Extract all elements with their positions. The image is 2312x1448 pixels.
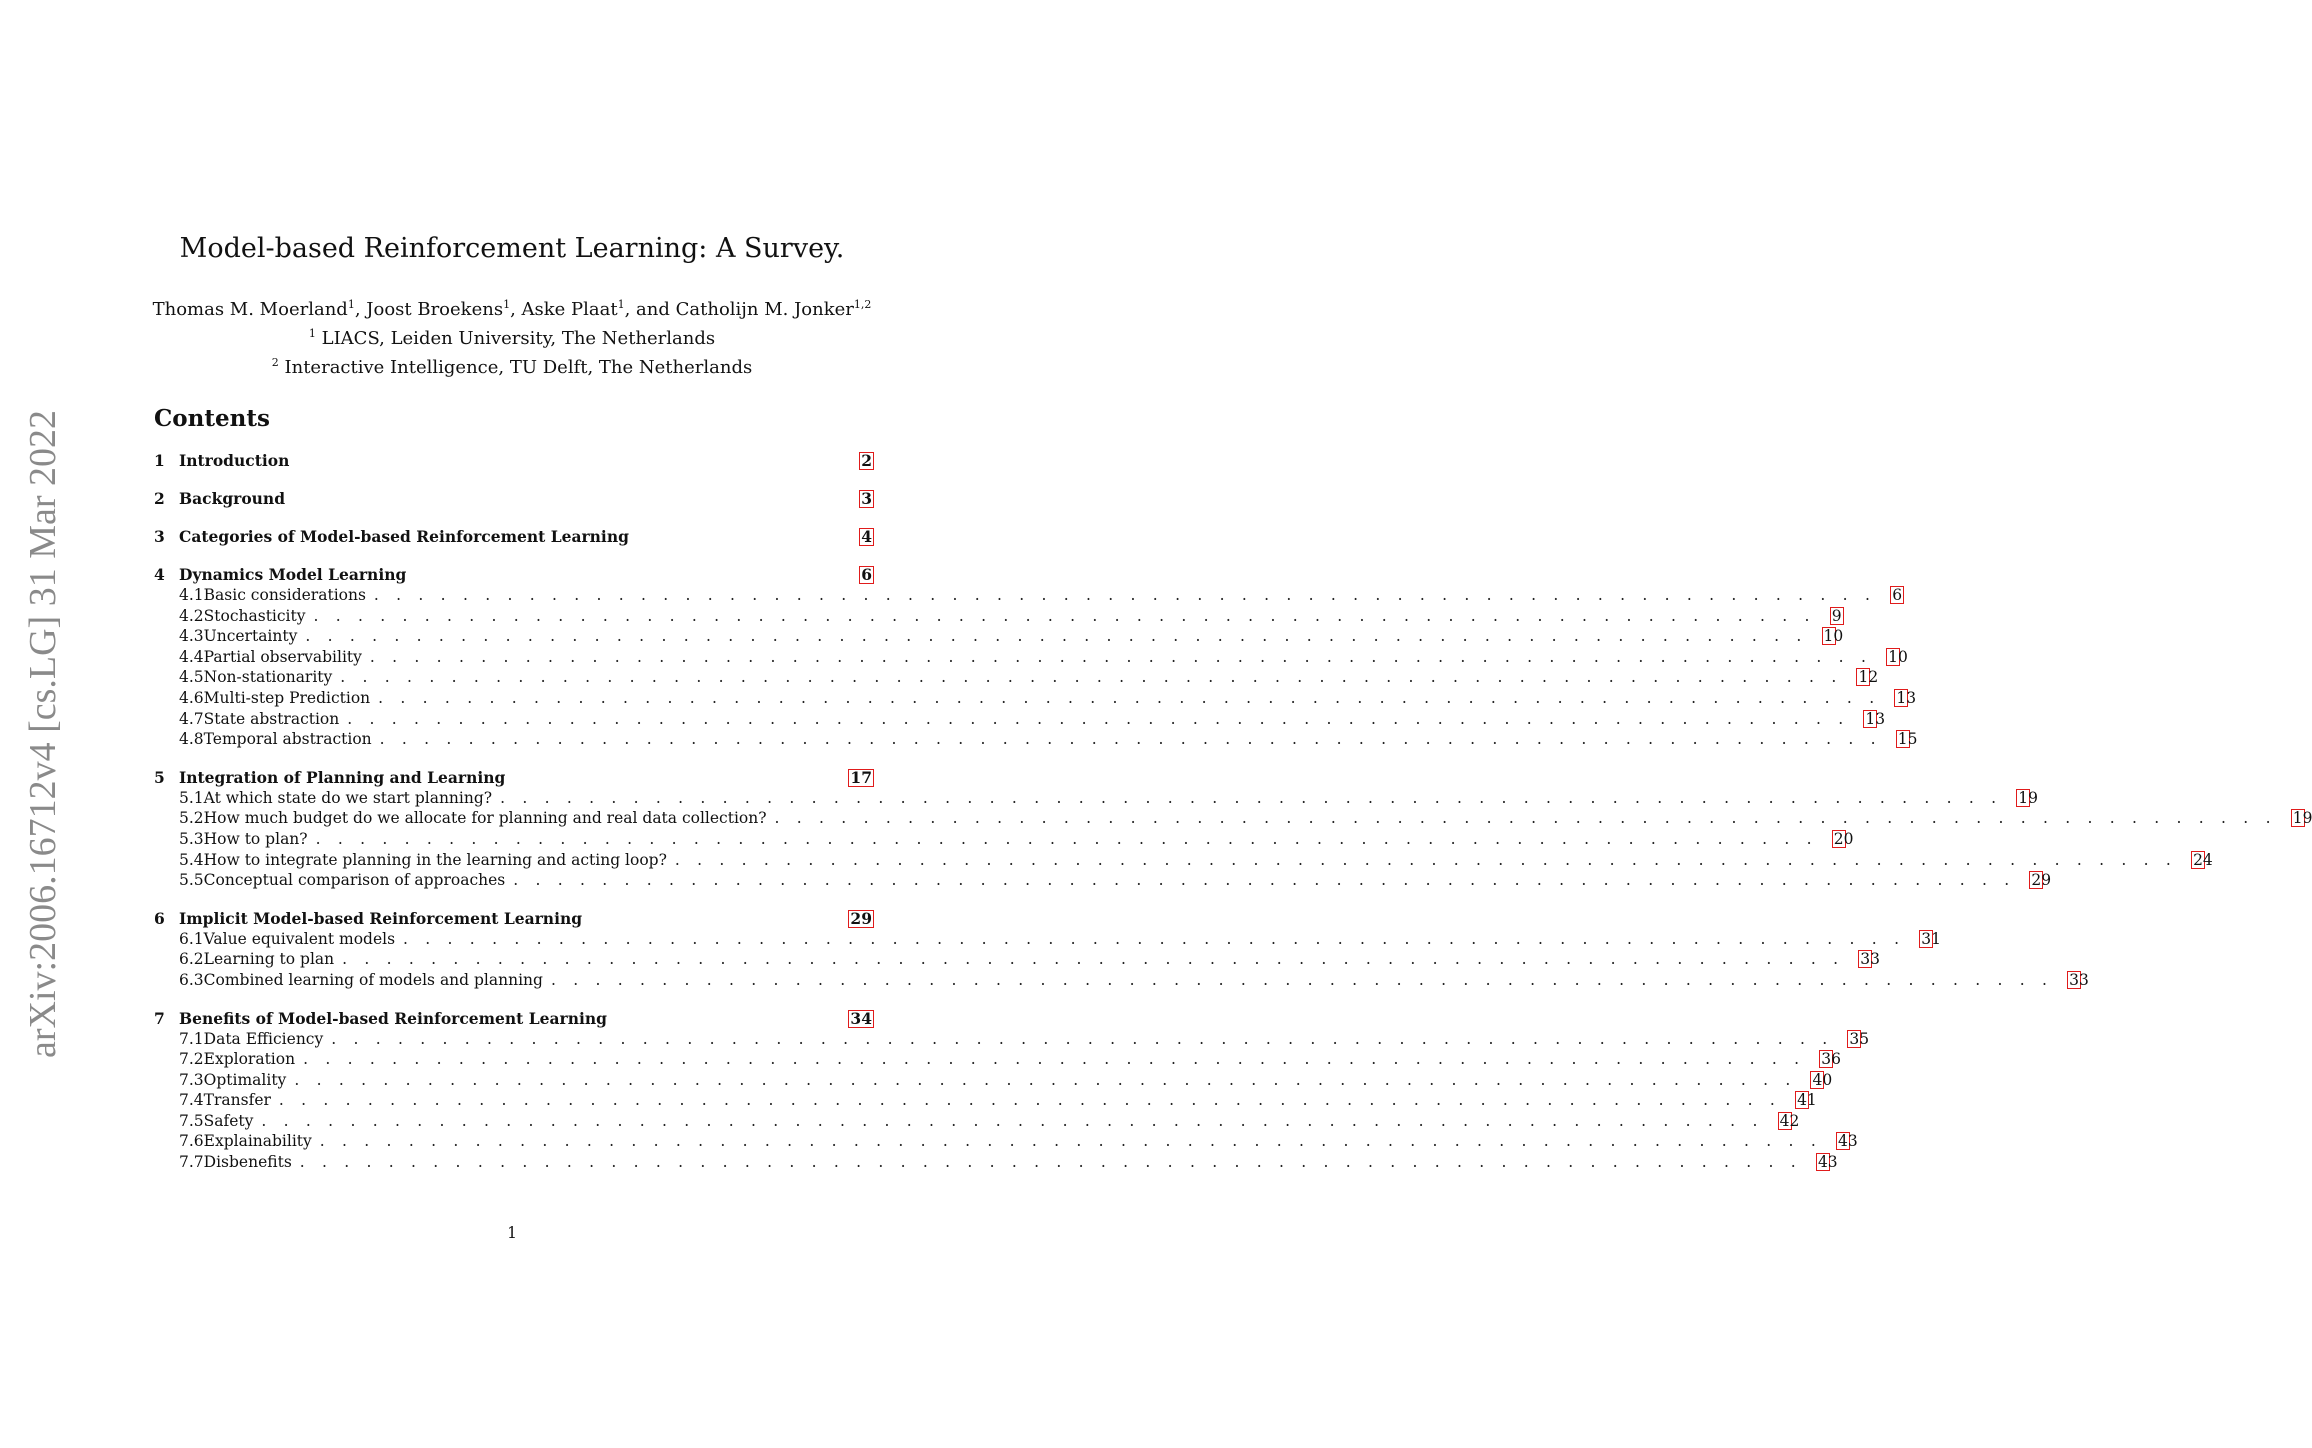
toc-dot-leader: . . . . . . . . . . . . . . . . . . . . . . . . . . . . . . . . . . . . . . . . . . . . . . . . . . . . . . . . . . . . . . . . . . . . <box>373 586 1877 604</box>
toc-section-title[interactable]: Categories of Model-based Reinforcement Learning <box>179 527 629 546</box>
toc-page-link[interactable]: 36 <box>1821 1050 1841 1069</box>
paper-title: Model-based Reinforcement Learning: A Survey. <box>179 233 845 264</box>
toc-page-link[interactable]: 9 <box>1830 607 1844 625</box>
toc-dot-leader: . . . . . . . . . . . . . . . . . . . . . . . . . . . . . . . . . . . . . . . . . . . . . . . . . . . . . . . . . . . . . . . . . . . . <box>342 950 1845 969</box>
toc-subsection-title[interactable]: How much budget do we allocate for planning and real data collection? <box>203 809 767 828</box>
toc-section[interactable] <box>154 767 874 788</box>
toc-dot-leader: . . . . . . . . . . . . . . . . . . . . . . . . . . . . . . . . . . . . . . . . . . . . . . . . . . . . . . . . . . . . . . . . . . . . <box>774 809 2277 828</box>
toc-subsection-number: 4.1 <box>179 586 204 604</box>
table-of-contents <box>154 450 2312 1173</box>
toc-subsection-title[interactable]: At which state do we start planning? <box>203 788 493 807</box>
toc-subsection-number: 4.5 <box>179 668 204 687</box>
toc-page-link[interactable]: 24 <box>2193 850 2213 869</box>
toc-page-link[interactable]: 6 <box>861 565 872 584</box>
toc-dot-leader: . . . . . . . . . . . . . . . . . . . . . . . . . . . . . . . . . . . . . . . . . . . . . . . . . . . . . . . . . . . . . . . . . . . . <box>347 709 1850 728</box>
toc-subsection-number: 4.7 <box>179 709 204 728</box>
toc-section[interactable] <box>154 450 874 471</box>
toc-page-link[interactable]: 10 <box>1888 647 1908 666</box>
author-name: Thomas M. Moerland <box>152 299 348 320</box>
affiliation-mark: 2 <box>271 356 279 369</box>
toc-dot-leader: . . . . . . . . . . . . . . . . . . . . . . . . . . . . . . . . . . . . . . . . . . . . . . . . . . . . . . . . . . . . . . . . . . . . <box>674 850 2178 869</box>
toc-dot-leader: . . . . . . . . . . . . . . . . . . . . . . . . . . . . . . . . . . . . . . . . . . . . . . . . . . . . . . . . . . . . . . . . . . . . <box>378 688 1881 707</box>
toc-dot-leader: . . . . . . . . . . . . . . . . . . . . . . . . . . . . . . . . . . . . . . . . . . . . . . . . . . . . . . . . . . . . . . . . . . . . <box>403 929 1906 948</box>
affiliation-mark: 1 <box>347 298 355 311</box>
toc-page-link[interactable]: 43 <box>1817 1153 1838 1172</box>
toc-dot-leader: . . . . . . . . . . . . . . . . . . . . . . . . . . . . . . . . . . . . . . . . . . . . . . . . . . . . . . . . . . . . . . . . . . . . <box>513 871 2016 890</box>
author-name: Aske Plaat <box>521 299 618 320</box>
toc-subsection[interactable] <box>154 829 1854 850</box>
toc-page-link[interactable]: 3 <box>861 489 872 508</box>
contents-heading: Contents <box>154 405 270 432</box>
toc-dot-leader: . . . . . . . . . . . . . . . . . . . . . . . . . . . . . . . . . . . . . . . . . . . . . . . . . . . . . . . . . . . . . . . . . . . . <box>294 1070 1797 1089</box>
affiliation-mark: 1 <box>308 327 316 340</box>
toc-subsection[interactable] <box>154 647 1908 668</box>
toc-page-link[interactable]: 29 <box>850 908 872 928</box>
toc-dot-leader: . . . . . . . . . . . . . . . . . . . . . . . . . . . . . . . . . . . . . . . . . . . . . . . . . . . . . . . . . . . . . . . . . . . . <box>261 1111 1764 1130</box>
toc-section-number: 5 <box>154 767 165 787</box>
toc-subsection-title[interactable]: Transfer <box>203 1091 271 1110</box>
toc-subsection-title[interactable]: Uncertainty <box>203 627 298 646</box>
toc-subsection[interactable] <box>154 788 2038 809</box>
toc-subsection[interactable] <box>154 1152 1838 1173</box>
toc-subsection[interactable] <box>154 808 2312 829</box>
toc-section-number: 4 <box>154 565 165 584</box>
toc-page-link[interactable]: 42 <box>1779 1111 1800 1130</box>
toc-subsection-number: 6.3 <box>179 970 204 989</box>
toc-subsection-title[interactable]: How to integrate planning in the learning and acting loop? <box>203 850 667 869</box>
toc-subsection[interactable] <box>154 606 1842 627</box>
toc-page-link[interactable]: 2 <box>861 451 872 470</box>
toc-subsection-title[interactable]: Temporal abstraction <box>203 730 372 749</box>
toc-subsection-number: 7.4 <box>179 1091 204 1110</box>
toc-subsection[interactable] <box>154 626 1844 647</box>
toc-subsection-title[interactable]: Learning to plan <box>203 950 335 969</box>
author-block <box>0 293 1024 380</box>
toc-subsection-title[interactable]: Value equivalent models <box>203 929 396 948</box>
toc-subsection-number: 5.2 <box>179 809 204 828</box>
toc-page-link[interactable]: 31 <box>1921 929 1941 948</box>
toc-page-link[interactable]: 19 <box>2018 788 2038 807</box>
toc-dot-leader: . . . . . . . . . . . . . . . . . . . . . . . . . . . . . . . . . . . . . . . . . . . . . . . . . . . . . . . . . . . . . . . . . . . . <box>315 829 1818 848</box>
toc-page-link[interactable]: 41 <box>1797 1091 1817 1110</box>
toc-section[interactable] <box>154 488 874 509</box>
arxiv-side-stamp: arXiv:2006.16712v4 [cs.LG] 31 Mar 2022 <box>22 409 64 1058</box>
toc-subsection-title[interactable]: Basic considerations <box>203 586 366 604</box>
toc-section[interactable] <box>154 526 874 547</box>
toc-page-link[interactable]: 35 <box>1849 1029 1870 1048</box>
toc-subsection-title[interactable]: Partial observability <box>203 647 362 666</box>
toc-subsection-number: 4.4 <box>179 647 204 666</box>
toc-page-link[interactable]: 19 <box>2292 809 2312 828</box>
author-name: Catholijn M. Jonker <box>675 299 854 320</box>
toc-dot-leader: . . . . . . . . . . . . . . . . . . . . . . . . . . . . . . . . . . . . . . . . . . . . . . . . . . . . . . . . . . . . . . . . . . . . <box>299 1153 1802 1172</box>
affiliation-mark: 1 <box>617 298 625 311</box>
toc-page-link[interactable]: 34 <box>850 1008 872 1028</box>
toc-subsection-number: 7.6 <box>179 1132 204 1151</box>
author-line <box>0 293 1024 322</box>
toc-subsection-number: 6.1 <box>179 929 204 948</box>
toc-page-link[interactable]: 10 <box>1823 627 1844 646</box>
toc-section-number: 1 <box>154 451 165 470</box>
toc-subsection-number: 5.4 <box>179 850 204 869</box>
toc-section-title[interactable]: Background <box>179 489 286 508</box>
toc-dot-leader: . . . . . . . . . . . . . . . . . . . . . . . . . . . . . . . . . . . . . . . . . . . . . . . . . . . . . . . . . . . . . . . . . . . . <box>500 788 2003 807</box>
toc-dot-leader: . . . . . . . . . . . . . . . . . . . . . . . . . . . . . . . . . . . . . . . . . . . . . . . . . . . . . . . . . . . . . . . . . . . . <box>313 606 1816 625</box>
toc-subsection-number: 7.3 <box>179 1070 204 1089</box>
toc-subsection-title[interactable]: Exploration <box>203 1050 296 1069</box>
toc-dot-leader: . . . . . . . . . . . . . . . . . . . . . . . . . . . . . . . . . . . . . . . . . . . . . . . . . . . . . . . . . . . . . . . . . . . . <box>369 647 1873 666</box>
toc-subsection-title[interactable]: Non-stationarity <box>203 668 333 687</box>
toc-page-link[interactable]: 33 <box>2069 970 2089 989</box>
toc-subsection[interactable] <box>154 1131 1858 1152</box>
toc-page-link[interactable]: 13 <box>1865 709 1886 728</box>
toc-page-link[interactable]: 4 <box>861 527 872 546</box>
author-separator: , <box>510 299 522 320</box>
toc-page-link[interactable]: 6 <box>1890 586 1904 604</box>
toc-section[interactable] <box>154 908 874 929</box>
toc-page-link[interactable]: 29 <box>2031 871 2052 890</box>
toc-page-link[interactable]: 15 <box>1897 730 1918 749</box>
affiliation-mark: 1,2 <box>853 298 872 311</box>
page-number: 1 <box>507 1224 517 1242</box>
affiliation-text: Interactive Intelligence, TU Delft, The Netherlands <box>284 357 753 378</box>
toc-subsection-number: 6.2 <box>179 950 204 969</box>
toc-subsection-number: 5.1 <box>179 788 204 807</box>
toc-subsection-title[interactable]: Conceptual comparison of approaches <box>203 871 506 890</box>
toc-section-number: 7 <box>154 1008 165 1028</box>
toc-dot-leader: . . . . . . . . . . . . . . . . . . . . . . . . . . . . . . . . . . . . . . . . . . . . . . . . . . . . . . . . . . . . . . . . . . . . <box>305 627 1808 646</box>
toc-subsection[interactable] <box>154 1070 1833 1091</box>
toc-subsection[interactable] <box>154 688 1917 709</box>
toc-subsection-title[interactable]: Data Efficiency <box>203 1029 324 1048</box>
toc-subsection-title[interactable]: Stochasticity <box>203 606 306 625</box>
toc-subsection[interactable] <box>154 729 1918 750</box>
toc-page-link[interactable]: 12 <box>1858 668 1879 687</box>
affiliation-line <box>0 351 1024 380</box>
toc-subsection-title[interactable]: State abstraction <box>203 709 340 728</box>
toc-section[interactable] <box>154 1008 874 1029</box>
affiliation-text: LIACS, Leiden University, The Netherlands <box>321 328 716 349</box>
toc-section-title[interactable]: Integration of Planning and Learning <box>179 767 506 787</box>
toc-subsection[interactable] <box>154 970 2089 991</box>
toc-page-link[interactable]: 20 <box>1833 829 1854 848</box>
toc-subsection-title[interactable]: Optimality <box>203 1070 287 1089</box>
toc-section-title[interactable]: Benefits of Model-based Reinforcement Learning <box>179 1008 607 1028</box>
toc-section-title[interactable]: Introduction <box>179 451 290 470</box>
toc-section-number: 2 <box>154 489 165 508</box>
toc-subsection-title[interactable]: Disbenefits <box>203 1153 292 1172</box>
toc-page-link[interactable]: 40 <box>1812 1070 1833 1089</box>
toc-subsection-number: 7.7 <box>179 1153 204 1172</box>
affiliation-line <box>0 322 1024 351</box>
toc-subsection-number: 5.3 <box>179 829 204 848</box>
toc-dot-leader: . . . . . . . . . . . . . . . . . . . . . . . . . . . . . . . . . . . . . . . . . . . . . . . . . . . . . . . . . . . . . . . . . . . . <box>379 730 1882 749</box>
toc-page-link[interactable]: 33 <box>1860 950 1881 969</box>
toc-dot-leader: . . . . . . . . . . . . . . . . . . . . . . . . . . . . . . . . . . . . . . . . . . . . . . . . . . . . . . . . . . . . . . . . . . . . <box>303 1050 1806 1069</box>
toc-section-number: 3 <box>154 527 165 546</box>
toc-subsection[interactable] <box>154 585 1903 606</box>
toc-section-title[interactable]: Dynamics Model Learning <box>179 565 407 584</box>
toc-subsection[interactable] <box>154 1090 1817 1111</box>
toc-subsection-title[interactable]: Safety <box>203 1111 254 1130</box>
toc-subsection-title[interactable]: Multi-step Prediction <box>203 688 371 707</box>
toc-subsection[interactable] <box>154 850 2213 871</box>
toc-subsection[interactable] <box>154 929 1941 950</box>
toc-dot-leader: . . . . . . . . . . . . . . . . . . . . . . . . . . . . . . . . . . . . . . . . . . . . . . . . . . . . . . . . . . . . . . . . . . . . <box>331 1029 1834 1048</box>
toc-page-link[interactable]: 43 <box>1837 1132 1858 1151</box>
toc-subsection[interactable] <box>154 1049 1841 1070</box>
toc-subsection[interactable] <box>154 949 1881 970</box>
toc-subsection[interactable] <box>154 667 1879 688</box>
author-name: Joost Broekens <box>366 299 504 320</box>
toc-subsection-title[interactable]: How to plan? <box>203 829 308 848</box>
toc-subsection-number: 7.1 <box>179 1029 204 1048</box>
toc-subsection-number: 4.8 <box>179 730 204 749</box>
toc-subsection-number: 7.2 <box>179 1050 204 1069</box>
toc-subsection-number: 5.5 <box>179 871 204 890</box>
toc-subsection-number: 4.2 <box>179 606 204 625</box>
toc-subsection[interactable] <box>154 709 1886 730</box>
toc-subsection-title[interactable]: Combined learning of models and planning <box>203 970 543 989</box>
toc-dot-leader: . . . . . . . . . . . . . . . . . . . . . . . . . . . . . . . . . . . . . . . . . . . . . . . . . . . . . . . . . . . . . . . . . . . . <box>550 970 2054 989</box>
toc-subsection-number: 7.5 <box>179 1111 204 1130</box>
toc-subsection-number: 4.3 <box>179 627 204 646</box>
toc-page-link[interactable]: 13 <box>1896 688 1917 707</box>
toc-subsection[interactable] <box>154 870 2052 891</box>
toc-subsection-number: 4.6 <box>179 688 204 707</box>
toc-page-link[interactable]: 17 <box>850 767 872 787</box>
toc-subsection[interactable] <box>154 1111 1800 1132</box>
toc-section-number: 6 <box>154 908 165 928</box>
toc-subsection-title[interactable]: Explainability <box>203 1132 312 1151</box>
author-separator: , and <box>624 299 676 320</box>
toc-section-title[interactable]: Implicit Model-based Reinforcement Learning <box>179 908 583 928</box>
toc-dot-leader: . . . . . . . . . . . . . . . . . . . . . . . . . . . . . . . . . . . . . . . . . . . . . . . . . . . . . . . . . . . . . . . . . . . . <box>319 1132 1822 1151</box>
toc-dot-leader: . . . . . . . . . . . . . . . . . . . . . . . . . . . . . . . . . . . . . . . . . . . . . . . . . . . . . . . . . . . . . . . . . . . . <box>340 668 1843 687</box>
toc-dot-leader: . . . . . . . . . . . . . . . . . . . . . . . . . . . . . . . . . . . . . . . . . . . . . . . . . . . . . . . . . . . . . . . . . . . . <box>278 1091 1782 1110</box>
toc-section[interactable] <box>154 564 874 585</box>
affiliation-mark: 1 <box>503 298 511 311</box>
toc-subsection[interactable] <box>154 1029 1870 1050</box>
author-separator: , <box>354 299 367 320</box>
